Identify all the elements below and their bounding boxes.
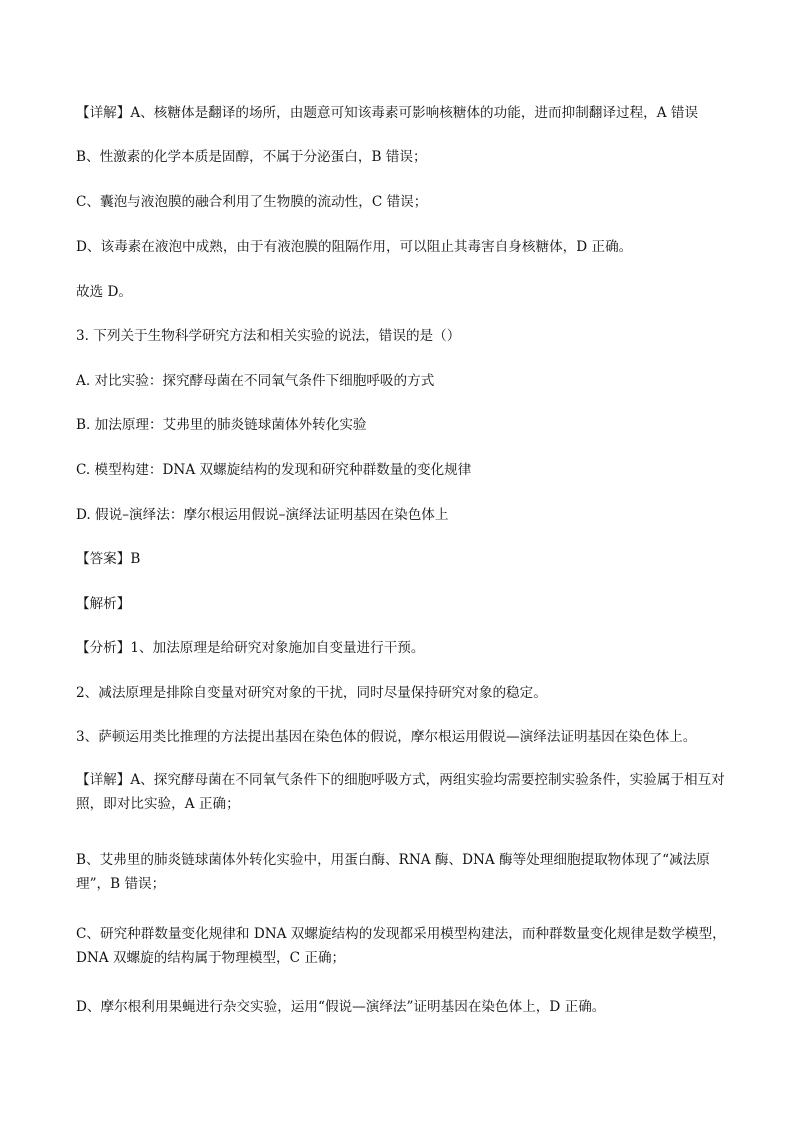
answer-heading: 【答案】B xyxy=(76,551,141,567)
question-3-stem: 3. 下列关于生物科学研究方法和相关实验的说法，错误的是（） xyxy=(76,328,461,344)
answer-choice-line: 故选 D。 xyxy=(76,284,133,300)
option-a: A. 对比实验：探究酵母菌在不同氧气条件下细胞呼吸的方式 xyxy=(76,373,435,389)
analysis-point-1: 【分析】1、加法原理是给研究对象施加自变量进行干预。 xyxy=(76,640,425,656)
analysis-heading: 【解析】 xyxy=(76,596,131,612)
detail-explanation-a: 【详解】A、探究酵母菌在不同氧气条件下的细胞呼吸方式，两组实验均需要控制实验条件，实验属于相互对照，即对比实验，A 正确； xyxy=(76,772,725,812)
analysis-point-3: 3、萨顿运用类比推理的方法提出基因在染色体的假说，摩尔根运用假说—演绎法证明基因在染色体上。 xyxy=(76,729,697,745)
detail-explanation-b: B、艾弗里的肺炎链球菌体外转化实验中，用蛋白酶、RNA 酶、DNA 酶等处理细胞提取物体现了“减法原理”，B 错误； xyxy=(76,852,710,892)
detail-line-d: D、该毒素在液泡中成熟，由于有液泡膜的阻隔作用，可以阻止其毒害自身核糖体，D 正确。 xyxy=(76,239,633,255)
option-b: B. 加法原理：艾弗里的肺炎链球菌体外转化实验 xyxy=(76,417,367,433)
analysis-point-2: 2、减法原理是排除自变量对研究对象的干扰，同时尽量保持研究对象的稳定。 xyxy=(76,685,547,701)
detail-line-a: 【详解】A、核糖体是翻译的场所，由题意可知该毒素可影响核糖体的功能，进而抑制翻译过程，A 错误 xyxy=(76,105,699,121)
detail-explanation-d: D、摩尔根利用果蝇进行杂交实验，运用“假说—演绎法”证明基因在染色体上，D 正确。 xyxy=(76,999,606,1015)
option-d: D. 假说–演绎法：摩尔根运用假说–演绎法证明基因在染色体上 xyxy=(76,507,449,523)
detail-line-b: B、性激素的化学本质是固醇，不属于分泌蛋白，B 错误； xyxy=(76,149,427,165)
detail-line-c: C、囊泡与液泡膜的融合利用了生物膜的流动性，C 错误； xyxy=(76,194,428,210)
option-c: C. 模型构建：DNA 双螺旋结构的发现和研究种群数量的变化规律 xyxy=(76,462,472,478)
detail-explanation-c: C、研究种群数量变化规律和 DNA 双螺旋结构的发现都采用模型构建法，而种群数量变化规律是数学模型，DNA 双螺旋的结构属于物理模型，C 正确； xyxy=(76,926,726,966)
